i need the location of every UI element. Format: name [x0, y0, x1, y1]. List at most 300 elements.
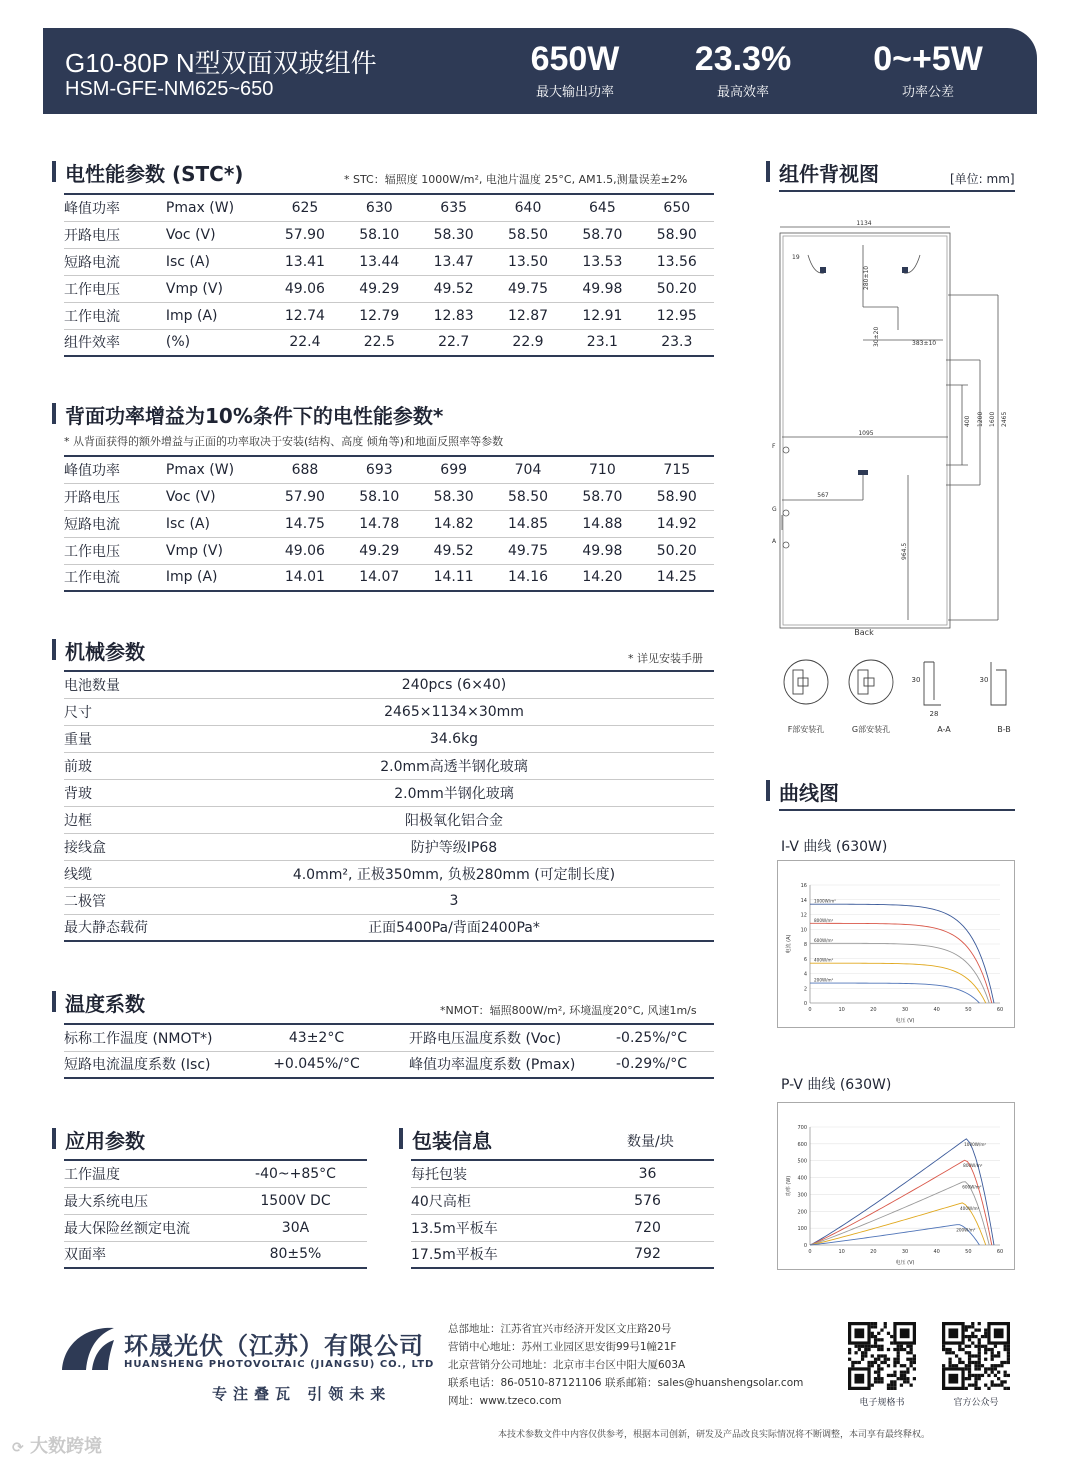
company-name-cn: 环晟光伏（江苏）有限公司	[124, 1332, 424, 1360]
y-tick-label: 100	[797, 1226, 807, 1233]
temperature-table	[64, 1023, 714, 1079]
connector-left	[820, 267, 826, 273]
kpi-tolerance	[843, 40, 1013, 100]
contact-marketing: 营销中心地址：苏州工业园区思安街99号1幢21F	[448, 1341, 677, 1353]
row-value: 阳极氧化铝合金	[194, 806, 714, 833]
row-label: 标称工作温度 (NMOT*)	[64, 1024, 244, 1051]
table-row	[64, 1241, 367, 1268]
table-row	[64, 537, 714, 564]
row-label: 每托包装	[411, 1160, 581, 1187]
backview-rule	[779, 190, 1015, 192]
table-cell: 22.7	[416, 329, 490, 356]
row-unit: Isc (A)	[166, 248, 268, 275]
kpi-value: 0~+5W	[873, 40, 983, 78]
dim-30: 30±20	[873, 326, 880, 347]
table-cell: 14.25	[640, 564, 714, 591]
x-tick-label: 10	[838, 1007, 845, 1013]
table-cell: 22.4	[268, 329, 342, 356]
company-name-en: HUANSHENG PHOTOVOLTAIC (JIANGSU) CO., LTD	[124, 1359, 435, 1370]
row-label: 峰值功率	[64, 194, 166, 221]
table-row	[64, 221, 714, 248]
x-tick-label: 0	[808, 1007, 812, 1013]
bifacial-table	[64, 455, 714, 592]
table-cell: 645	[565, 194, 639, 221]
y-tick-label: 600	[797, 1141, 807, 1148]
y-tick-label: 2	[803, 986, 807, 993]
row-label: 最大保险丝额定电流	[64, 1214, 224, 1241]
bifacial-section-title: 背面功率增益为10%条件下的电性能参数*	[52, 400, 443, 429]
y-tick-label: 500	[797, 1158, 807, 1165]
table-cell: 14.07	[342, 564, 416, 591]
contact-hq: 总部地址：江苏省宜兴市经济开发区文庄路20号	[448, 1323, 672, 1335]
label-g: G	[772, 506, 777, 513]
table-cell: 58.70	[565, 483, 639, 510]
y-tick-label: 300	[797, 1192, 807, 1199]
table-row	[64, 1187, 367, 1214]
header-banner	[43, 28, 1037, 114]
table-cell: 57.90	[268, 221, 342, 248]
y-tick-label: 8	[803, 942, 807, 948]
row-unit: (%)	[166, 329, 268, 356]
row-label: 40尺高柜	[411, 1187, 581, 1214]
junction-box	[858, 470, 868, 475]
row-label: 电池数量	[64, 671, 194, 698]
kpi-label: 最大输出功率	[535, 85, 614, 100]
bifacial-note: * 从背面获得的额外增益与正面的功率取决于安装(结构、高度 倾角等)和地面反照率等参数	[64, 435, 504, 448]
contact-website[interactable]: 网址：www.tzeco.com	[448, 1395, 562, 1407]
row-unit: Imp (A)	[166, 564, 268, 591]
dim-width: 1134	[856, 220, 872, 227]
row-label: 重量	[64, 725, 194, 752]
table-cell: 49.98	[565, 275, 639, 302]
y-tick-label: 0	[803, 1001, 807, 1007]
y-tick-label: 6	[803, 956, 807, 963]
company-slogan: 专注叠瓦 引领未来	[212, 1385, 392, 1403]
y-tick-label: 400	[797, 1175, 807, 1182]
table-cell: 58.70	[565, 221, 639, 248]
row-value: 43±2°C	[244, 1024, 389, 1051]
row-label: 工作电流	[64, 564, 166, 591]
table-cell: 58.90	[640, 221, 714, 248]
series-line	[810, 1225, 979, 1245]
table-cell: 14.88	[565, 510, 639, 537]
row-value: 36	[581, 1160, 714, 1187]
row-label: 开路电压	[64, 483, 166, 510]
table-cell: 14.01	[268, 564, 342, 591]
x-tick-label: 50	[965, 1007, 972, 1013]
row-label: 双面率	[64, 1241, 224, 1268]
row-value: 240pcs (6×40)	[194, 671, 714, 698]
row-value: 4.0mm², 正极350mm, 负极280mm (可定制长度)	[194, 860, 714, 887]
electrical-section-title: 电性能参数 (STC*)	[52, 158, 243, 187]
dim-400: 400	[964, 415, 971, 427]
detail-f-label: F部安装孔	[787, 725, 825, 734]
row-value: 720	[581, 1214, 714, 1241]
contact-phone-email: 联系电话：86-0510-87121106 联系邮箱：sales@huanshengsolar.com	[448, 1377, 804, 1389]
series-label: 1000W/m²	[964, 1141, 987, 1147]
kpi-label: 最高效率	[716, 85, 769, 100]
row-value: 1500V DC	[224, 1187, 367, 1214]
table-cell: 23.3	[640, 329, 714, 356]
table-cell: 50.20	[640, 537, 714, 564]
table-cell: 12.87	[491, 302, 565, 329]
qr-code-datasheet	[848, 1322, 916, 1390]
table-row	[64, 275, 714, 302]
bb-dim-30: 30	[979, 676, 989, 684]
table-cell: 49.98	[565, 537, 639, 564]
iv-chart	[777, 860, 1015, 1028]
row-value: 正面5400Pa/背面2400Pa*	[194, 914, 714, 941]
row-unit: Imp (A)	[166, 302, 268, 329]
x-tick-label: 60	[996, 1007, 1004, 1013]
table-row	[64, 860, 714, 887]
dim-567: 567	[817, 492, 829, 499]
row-label: 短路电流	[64, 510, 166, 537]
dim-383: 383±10	[912, 340, 937, 347]
mounting-hole-g	[783, 510, 789, 516]
watermark-icon: ⟳	[12, 1440, 24, 1456]
table-cell: 14.82	[416, 510, 490, 537]
pv-chart	[777, 1102, 1015, 1270]
dim-1095: 1095	[858, 430, 874, 437]
temperature-section-title: 温度系数	[52, 988, 145, 1017]
table-row	[64, 510, 714, 537]
table-row	[64, 456, 714, 483]
nmot-note: *NMOT：辐照800W/m², 环境温度20°C, 风速1m/s	[440, 1004, 697, 1017]
table-cell: 22.9	[491, 329, 565, 356]
series-label: 800W/m²	[814, 917, 834, 923]
row-value: 防护等级IP68	[194, 833, 714, 860]
product-model: HSM-GFE-NM625~650	[65, 78, 274, 100]
table-cell: 14.20	[565, 564, 639, 591]
table-cell: 49.75	[491, 275, 565, 302]
row-unit: Voc (V)	[166, 483, 268, 510]
mounting-detail-drawings	[776, 650, 1026, 740]
aa-dim-28: 28	[929, 710, 939, 718]
table-cell: 710	[565, 456, 639, 483]
row-unit: Voc (V)	[166, 221, 268, 248]
label-f: F	[772, 443, 776, 450]
backview-section-title: 组件背视图	[766, 158, 879, 187]
kpi-value: 23.3%	[694, 40, 792, 78]
backview-unit: [单位: mm]	[950, 172, 1015, 186]
table-cell: 12.74	[268, 302, 342, 329]
table-cell: 630	[342, 194, 416, 221]
kpi-max-power	[490, 40, 660, 100]
y-tick-label: 4	[803, 971, 807, 978]
dim-19: 19	[792, 254, 800, 261]
row-unit: Vmp (V)	[166, 537, 268, 564]
series-label: 200W/m²	[814, 977, 834, 983]
dim-2465: 2465	[1001, 411, 1008, 427]
row-label: 最大静态载荷	[64, 914, 194, 941]
table-cell: 49.06	[268, 537, 342, 564]
table-cell: 14.78	[342, 510, 416, 537]
y-axis-label: 电流 (A)	[786, 934, 792, 954]
table-row	[64, 698, 714, 725]
x-tick-label: 0	[808, 1249, 812, 1255]
series-line	[810, 983, 979, 1003]
row-label: 开路电压	[64, 221, 166, 248]
kpi-value: 650W	[530, 40, 620, 78]
f-detail-circle	[784, 660, 828, 704]
y-tick-label: 12	[800, 912, 807, 919]
table-cell: 12.83	[416, 302, 490, 329]
row-label: 工作电流	[64, 302, 166, 329]
packing-unit: 数量/块	[627, 1134, 674, 1150]
qr1-label: 电子规格书	[859, 1398, 905, 1408]
table-row	[64, 806, 714, 833]
table-cell: 13.41	[268, 248, 342, 275]
series-label: 400W/m²	[814, 957, 834, 963]
back-label: Back	[854, 628, 874, 637]
y-tick-label: 700	[797, 1125, 807, 1131]
row-value: 2.0mm高透半钢化玻璃	[194, 752, 714, 779]
mechanical-note: * 详见安装手册	[628, 652, 703, 665]
row-value: -0.29%/°C	[589, 1051, 714, 1078]
table-cell: 14.92	[640, 510, 714, 537]
row-value: 2465×1134×30mm	[194, 698, 714, 725]
table-cell: 57.90	[268, 483, 342, 510]
row-value: 3	[194, 887, 714, 914]
series-label: 1000W/m²	[814, 898, 836, 904]
row-label: 13.5m平板车	[411, 1214, 581, 1241]
kpi-efficiency	[658, 40, 828, 100]
x-tick-label: 30	[901, 1007, 909, 1013]
x-tick-label: 40	[933, 1007, 940, 1013]
table-row	[64, 1160, 367, 1187]
row-label: 尺寸	[64, 698, 194, 725]
row-value: 34.6kg	[194, 725, 714, 752]
g-detail-circle	[849, 660, 893, 704]
table-row	[64, 564, 714, 591]
dim-964: 964.5	[901, 542, 908, 560]
label-a: A	[772, 538, 777, 545]
table-cell: 715	[640, 456, 714, 483]
row-label: 17.5m平板车	[411, 1241, 581, 1268]
y-tick-label: 200	[797, 1209, 807, 1216]
table-cell: 49.06	[268, 275, 342, 302]
table-row	[64, 779, 714, 806]
pv-chart-title: P-V 曲线 (630W)	[781, 1077, 892, 1093]
section-bb	[991, 662, 1006, 705]
row-label: 峰值功率温度系数 (Pmax)	[389, 1051, 589, 1078]
series-line	[810, 1182, 989, 1245]
table-cell: 625	[268, 194, 342, 221]
x-tick-label: 10	[838, 1249, 845, 1255]
table-cell: 14.75	[268, 510, 342, 537]
table-cell: 693	[342, 456, 416, 483]
table-row	[411, 1160, 714, 1187]
contact-block	[448, 1320, 803, 1410]
row-value: 30A	[224, 1214, 367, 1241]
kpi-label: 功率公差	[901, 85, 954, 100]
row-label: 最大系统电压	[64, 1187, 224, 1214]
curves-rule	[779, 809, 1015, 811]
table-row	[64, 833, 714, 860]
iv-chart-title: I-V 曲线 (630W)	[781, 839, 888, 855]
table-row	[64, 483, 714, 510]
table-cell: 13.53	[565, 248, 639, 275]
table-cell: 14.11	[416, 564, 490, 591]
series-label: 200W/m²	[956, 1227, 976, 1233]
packing-table	[411, 1159, 714, 1269]
aa-dim-30: 30	[911, 676, 921, 684]
curves-section-title: 曲线图	[766, 777, 839, 806]
table-cell: 58.50	[491, 221, 565, 248]
row-label: 短路电流温度系数 (Isc)	[64, 1051, 244, 1078]
table-cell: 49.29	[342, 275, 416, 302]
row-label: 开路电压温度系数 (Voc)	[389, 1024, 589, 1051]
mechanical-table	[64, 670, 714, 942]
detail-bb-label: B-B	[997, 725, 1011, 734]
series-label: 600W/m²	[962, 1184, 982, 1190]
table-row	[64, 725, 714, 752]
table-cell: 650	[640, 194, 714, 221]
row-value: -40~+85°C	[224, 1160, 367, 1187]
y-tick-label: 16	[800, 883, 807, 889]
series-label: 600W/m²	[814, 937, 834, 943]
table-cell: 12.79	[342, 302, 416, 329]
table-cell: 49.52	[416, 275, 490, 302]
table-row	[64, 671, 714, 698]
row-label: 峰值功率	[64, 456, 166, 483]
detail-aa-label: A-A	[937, 725, 951, 734]
qr-code-wechat	[942, 1322, 1010, 1390]
table-cell: 23.1	[565, 329, 639, 356]
row-label: 短路电流	[64, 248, 166, 275]
table-row	[64, 914, 714, 941]
row-value: 80±5%	[224, 1241, 367, 1268]
row-value: 792	[581, 1241, 714, 1268]
table-cell: 688	[268, 456, 342, 483]
table-cell: 635	[416, 194, 490, 221]
table-cell: 58.90	[640, 483, 714, 510]
y-tick-label: 0	[803, 1243, 807, 1249]
x-tick-label: 40	[933, 1249, 940, 1255]
table-cell: 704	[491, 456, 565, 483]
product-title: G10-80P N型双面双玻组件	[65, 48, 377, 78]
contact-beijing: 北京营销分公司地址：北京市丰台区中阳大厦603A	[448, 1359, 686, 1371]
row-label: 前玻	[64, 752, 194, 779]
table-cell: 12.95	[640, 302, 714, 329]
packing-section-title: 包装信息	[399, 1125, 492, 1154]
table-row	[64, 329, 714, 356]
table-cell: 22.5	[342, 329, 416, 356]
row-unit: Pmax (W)	[166, 456, 268, 483]
table-cell: 49.29	[342, 537, 416, 564]
watermark	[12, 1432, 102, 1458]
mounting-hole	[783, 542, 789, 548]
row-value: 576	[581, 1187, 714, 1214]
application-section-title: 应用参数	[52, 1125, 145, 1154]
table-cell: 13.56	[640, 248, 714, 275]
table-row	[64, 302, 714, 329]
row-label: 组件效率	[64, 329, 166, 356]
table-cell: 58.30	[416, 483, 490, 510]
detail-g-label: G部安装孔	[851, 725, 891, 734]
qr2-label: 官方公众号	[953, 1398, 999, 1408]
connector-right	[902, 267, 908, 273]
dim-1200: 1200	[977, 411, 984, 427]
row-label: 二极管	[64, 887, 194, 914]
table-row	[64, 887, 714, 914]
table-row	[64, 1214, 367, 1241]
company-logo	[58, 1322, 118, 1374]
row-unit: Isc (A)	[166, 510, 268, 537]
row-unit: Vmp (V)	[166, 275, 268, 302]
table-cell: 14.16	[491, 564, 565, 591]
table-cell: 58.10	[342, 483, 416, 510]
stc-note: * STC：辐照度 1000W/m², 电池片温度 25°C, AM1.5,测量误差±2%	[344, 173, 688, 186]
y-tick-label: 14	[800, 897, 807, 904]
row-unit: Pmax (W)	[166, 194, 268, 221]
table-cell: 699	[416, 456, 490, 483]
x-axis-label: 电压 (V)	[895, 1260, 915, 1266]
table-row	[411, 1214, 714, 1241]
table-row	[64, 752, 714, 779]
table-cell: 49.75	[491, 537, 565, 564]
table-cell: 640	[491, 194, 565, 221]
application-table	[64, 1159, 367, 1269]
x-tick-label: 20	[870, 1249, 877, 1255]
table-cell: 58.30	[416, 221, 490, 248]
x-tick-label: 20	[870, 1007, 877, 1013]
section-aa	[924, 662, 941, 705]
row-label: 边框	[64, 806, 194, 833]
table-row	[64, 1051, 714, 1078]
mechanical-section-title: 机械参数	[52, 636, 145, 665]
table-cell: 50.20	[640, 275, 714, 302]
table-cell: 13.50	[491, 248, 565, 275]
series-label: 400W/m²	[960, 1205, 980, 1211]
y-axis-label: 功率 (W)	[786, 1175, 792, 1197]
electrical-table	[64, 193, 714, 357]
row-label: 接线盒	[64, 833, 194, 860]
table-row	[411, 1187, 714, 1214]
x-axis-label: 电压 (V)	[895, 1018, 915, 1024]
table-row	[64, 1024, 714, 1051]
y-tick-label: 10	[800, 927, 807, 934]
row-label: 工作电压	[64, 537, 166, 564]
table-row	[64, 248, 714, 275]
x-tick-label: 30	[901, 1249, 909, 1255]
row-value: 2.0mm半钢化玻璃	[194, 779, 714, 806]
row-label: 背玻	[64, 779, 194, 806]
series-line	[810, 943, 989, 1003]
table-cell: 13.47	[416, 248, 490, 275]
row-label: 工作电压	[64, 275, 166, 302]
table-cell: 13.44	[342, 248, 416, 275]
row-value: +0.045%/°C	[244, 1051, 389, 1078]
table-row	[64, 194, 714, 221]
row-label: 工作温度	[64, 1160, 224, 1187]
dim-280: 280±10	[863, 265, 870, 290]
table-row	[411, 1241, 714, 1268]
x-tick-label: 60	[996, 1249, 1004, 1255]
x-tick-label: 50	[965, 1249, 972, 1255]
row-label: 线缆	[64, 860, 194, 887]
series-label: 800W/m²	[963, 1162, 983, 1168]
mounting-hole-f	[783, 447, 789, 453]
table-cell: 58.10	[342, 221, 416, 248]
table-cell: 58.50	[491, 483, 565, 510]
dim-1600: 1600	[989, 411, 996, 427]
table-cell: 12.91	[565, 302, 639, 329]
disclaimer: 本技术参数文件中内容仅供参考，根据本司创新，研发及产品改良实际情况将不断调整，本司享有最终释权。	[498, 1430, 931, 1440]
table-cell: 14.85	[491, 510, 565, 537]
watermark-text: 大数跨境	[30, 1436, 103, 1457]
